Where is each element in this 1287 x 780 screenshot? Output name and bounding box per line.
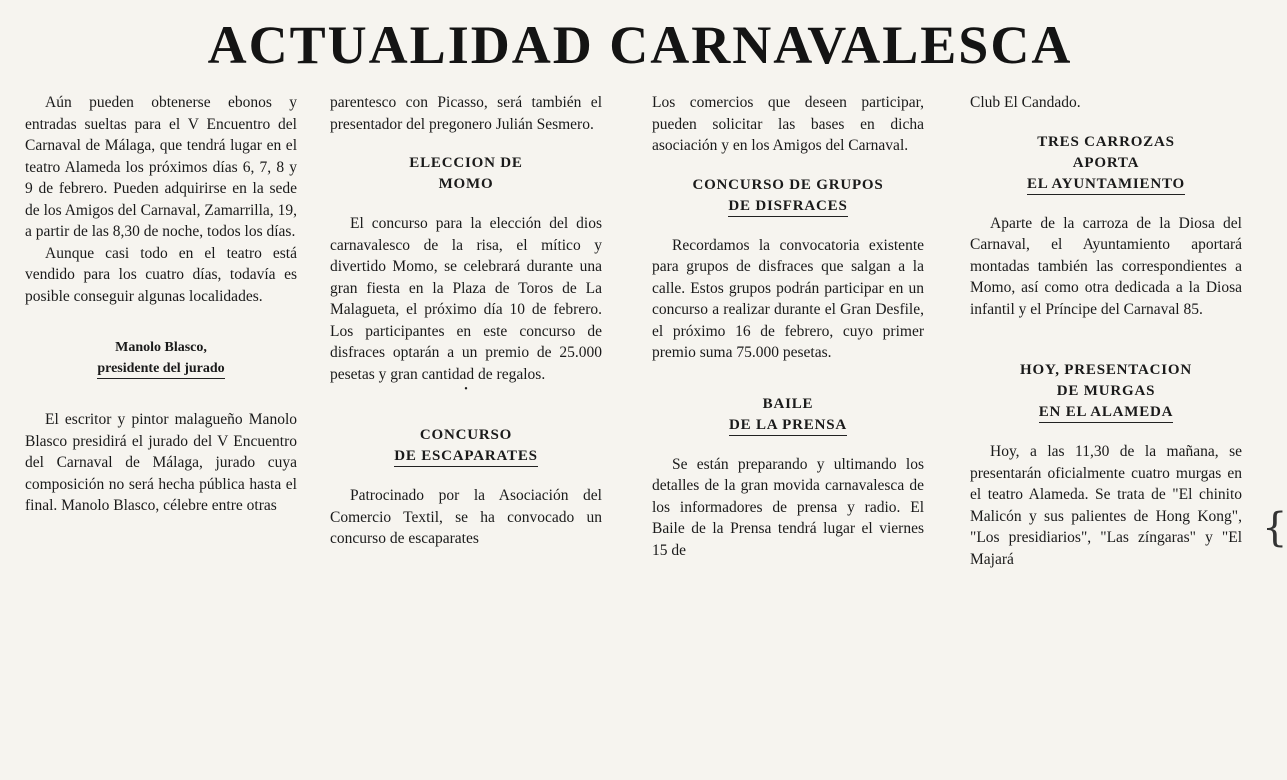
col4-subheading-line-1: TRES CARROZAS <box>1037 133 1175 150</box>
col2-subheading-line-4 <box>330 446 602 467</box>
col2-subheading-line-4-text: DE ESCAPARATES <box>394 448 538 467</box>
col3-subheading-line-3: BAILE <box>762 395 814 412</box>
column-1 <box>25 92 297 517</box>
col1-paragraph-3: El escritor y pintor malagueño Manolo Blasco presidirá el jurado del V Encuentro del Carnaval de Málaga, jurado cuya composición no será hecha pública hasta el final. Manolo Blasco, célebre entre otras <box>25 411 297 514</box>
col2-bullet: • <box>464 384 468 395</box>
col2-subheading-line-2: MOMO <box>438 176 494 192</box>
column-4 <box>970 92 1242 570</box>
col4-subheading-line-6 <box>970 402 1242 423</box>
col1-paragraph-2: Aunque casi todo en el teatro está vendido para los cuatro días, todavía es posible conseguir algunas localidades. <box>25 244 297 305</box>
col4-paragraph-2: Aparte de la carroza de la Diosa del Carnaval, el Ayuntamiento aportará montadas también las correspondientes a Momo, así como otra dedicada a la Diosa infantil y el Príncipe del Carnaval 85. <box>970 214 1242 318</box>
col4-subheading-line-3-text: EL AYUNTAMIENTO <box>1027 176 1185 195</box>
col4-subheading-line-2: APORTA <box>1072 154 1140 171</box>
col4-subheading-line-5: DE MURGAS <box>1056 383 1156 399</box>
col2-paragraph-1: parentesco con Picasso, será también el presentador del pregonero Julián Sesmero. <box>330 94 602 133</box>
col4-paragraph-1: Club El Candado. <box>970 94 1081 111</box>
col3-subheading-line-1: CONCURSO DE GRUPOS <box>692 176 884 193</box>
col4-subheading-line-3 <box>970 174 1242 195</box>
page-headline: ACTUALIDAD CARNAVALESCA <box>207 15 1073 75</box>
col1-subheading-line-2 <box>25 358 297 379</box>
col1-subheading-line-2-text: presidente del jurado <box>97 361 224 379</box>
col1-subheading-line-1: Manolo Blasco, <box>115 340 207 355</box>
col3-subheading-line-2 <box>652 196 924 217</box>
col3-subheading-line-4 <box>652 415 924 436</box>
col3-paragraph-3: Se están preparando y ultimando los detalles de la gran movida carnavalesca de los informadores de prensa y radio. El Baile de la Prensa tendrá lugar el viernes 15 de <box>652 455 924 559</box>
col4-paragraph-3: Hoy, a las 11,30 de la mañana, se presentarán oficialmente cuatro murgas en el teatro Alameda. Se trata de "El chinito Malicón y sus palientes de Hong Kong", "Los presidiarios", "Las zíngaras" y "El Majará <box>970 443 1242 568</box>
col4-subheading-line-6-text: EN EL ALAMEDA <box>1039 404 1174 423</box>
column-2 <box>330 92 602 550</box>
col3-paragraph-2: Recordamos la convocatoria existente para grupos de disfraces que salgan a la calle. Estos grupos podrán participar en un concurso a realizar durante el Gran Desfile, el próximo 16 de febrero, cuyo primer premio suma 75.000 pesetas. <box>652 236 924 361</box>
col3-subheading-line-2-text: DE DISFRACES <box>728 198 847 217</box>
col3-subheading-line-4-text: DE LA PRENSA <box>729 417 847 436</box>
col3-paragraph-1: Los comercios que deseen participar, pueden solicitar las bases en dicha asociación y en los Amigos del Carnaval. <box>652 94 924 154</box>
column-3 <box>652 92 924 561</box>
margin-bracket-mark: { <box>1262 505 1287 551</box>
col2-paragraph-3: Patrocinado por la Asociación del Comercio Textil, se ha convocado un concurso de escaparates <box>330 487 602 547</box>
col2-paragraph-2: El concurso para la elección del dios carnavalesco de la risa, el mítico y divertido Momo, se celebrará durante una gran fiesta en la Plaza de Toros de La Malagueta, el próximo día 10 de febrero. Los participantes en este concurso de disfraces optarán a un premio de 25.000 pesetas y gran cantidad de regalos. <box>330 215 602 383</box>
col2-subheading-line-3: CONCURSO <box>419 427 513 443</box>
col1-paragraph-1: Aún pueden obtenerse ebonos y entradas sueltas para el V Encuentro del Carnaval de Málaga, que tendrá lugar en el teatro Alameda los próximos días 6, 7, 8 y 9 de febrero. Pueden adquirirse en la sede de los Amigos del Carnaval, Zamarrilla, 19, a partir de las 8,30 de noche, todos los días. <box>25 94 297 240</box>
col2-subheading-line-1: ELECCION DE <box>409 155 523 171</box>
col4-subheading-line-4: HOY, PRESENTACION <box>1020 362 1192 378</box>
